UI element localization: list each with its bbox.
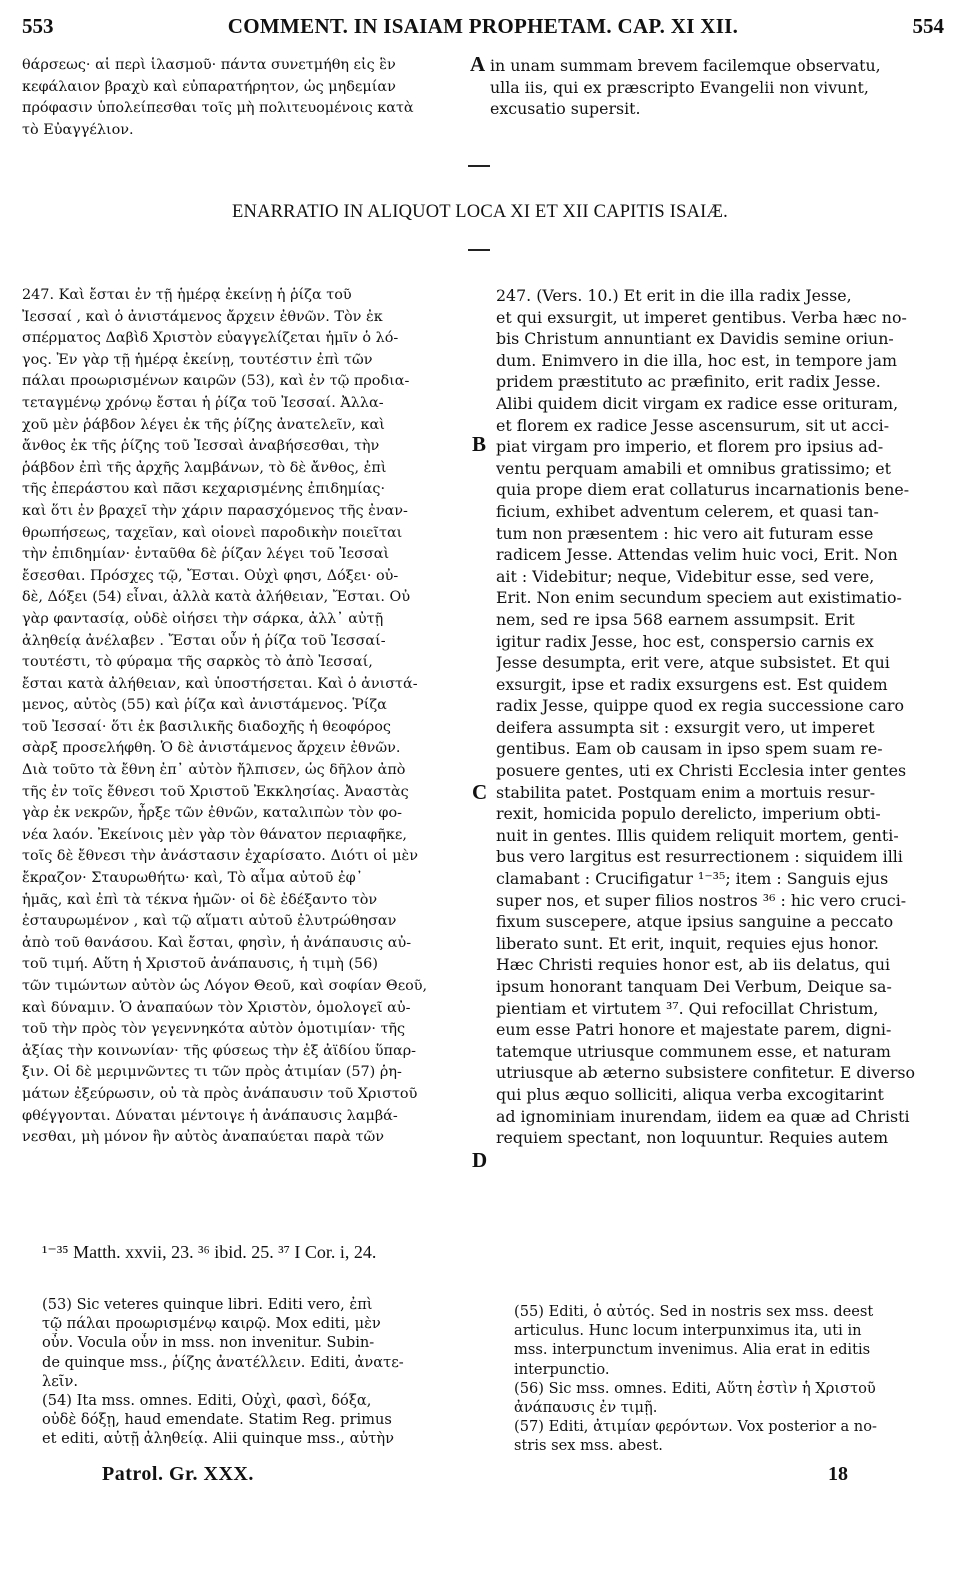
footnote-line: (55) Editi, ὁ αὐτός. Sed in nostris sex mss. deest	[514, 1303, 874, 1320]
footnotes-right	[514, 1302, 946, 1456]
latin-line: super nos, et super filios nostros ³⁶ : hic vero cruci-	[496, 890, 907, 910]
running-title: COMMENT. IN ISAIAM PROPHETAM. CAP. XI XII.	[227, 14, 739, 38]
latin-line: qui plus æquo solliciti, aliqua verba excogitarint	[496, 1084, 884, 1104]
latin-line: ficium, exhibet adventum celerem, et quasi tan-	[496, 501, 879, 521]
top-latin-column	[490, 55, 940, 120]
footnote-line: ἀνάπαυσις ἐν τιμῇ.	[514, 1398, 658, 1416]
footnote-line: stris sex mss. abest.	[514, 1437, 663, 1455]
footnote-line: λεῖν.	[42, 1372, 79, 1390]
latin-line: Erit. Non enim secundum speciem aut existimatio-	[496, 588, 902, 608]
scripture-references: ¹⁻³⁵ Matth. xxvii, 23. ³⁶ ibid. 25. ³⁷ I Cor. i, 24.	[42, 1242, 377, 1262]
latin-line: bis Christum annuntiant ex Davidis semine oriun-	[496, 329, 894, 349]
latin-line: ipsum honorant tanquam Dei Verbum, Deique sa-	[496, 977, 892, 996]
top-greek-column	[22, 55, 468, 141]
greek-line: τοῖς δὲ ἔθνεσι τὴν ἀνάστασιν ἐχαρίσατο. Διότι οἱ μὲν	[22, 848, 419, 865]
margin-marker-d: D	[472, 1148, 488, 1172]
greek-line: χοῦ μὲν ῥάβδον λέγει ἐκ τῆς ῥίζης ἀνατελεῖν, καὶ	[22, 416, 385, 433]
greek-line: ἐσταυρωμένον , καὶ τῷ αἵματι αὐτοῦ ἐλυτρώθησαν	[22, 913, 397, 930]
greek-line: ἔσται κατὰ ἀλήθειαν, καὶ ὑποστήσεται. Καὶ ὁ ἀνιστά-	[22, 675, 418, 692]
latin-line: Alibi quidem dicit virgam ex radice esse orituram,	[496, 393, 899, 413]
greek-line: ξιν. Οἱ δὲ μεριμνῶντες τι τῶν πρὸς ἀτιμίαν (57) ῥη-	[22, 1064, 402, 1081]
latin-line: Hæc Christi requies honor est, ab iis delatus, qui	[496, 955, 891, 975]
greek-line: ἀληθείᾳ ἀνέλαβεν . Ἔσται οὖν ἡ ῥίζα τοῦ Ἰεσσαί-	[22, 632, 386, 649]
latin-line: exsurgit, ipse et radix exsurgens est. Est quidem	[496, 674, 888, 694]
latin-line: et qui exsurgit, ut imperet gentibus. Verba hæc no-	[496, 307, 907, 327]
footnote-line: οὐδὲ δόξῃ, haud emendate. Statim Reg. primus	[42, 1411, 392, 1429]
greek-line: τοῦ τὴν πρὸς τὸν γεγεννηκότα αὐτὸν ὁμοτιμίαν· τῆς	[22, 1021, 406, 1038]
latin-line: et florem ex radice Jesse ascensurum, sit ut acci-	[496, 415, 890, 435]
greek-line: ἔκραζον· Σταυρωθήτω· καὶ, Τὸ αἷμα αὐτοῦ ἐφ᾽	[22, 870, 363, 887]
latin-line: bus vero largitus est resurrectionem : siquidem illi	[496, 847, 903, 867]
footnotes-left	[42, 1295, 472, 1449]
latin-line: rexit, homicida populo derelicto, imperium obti-	[496, 804, 881, 824]
latin-line: pientiam et virtutem ³⁷. Qui refocillat Christum,	[496, 998, 879, 1018]
greek-line: μενος, αὐτὸς (55) καὶ ῥίζα καὶ ἀνιστάμενος. Ῥίζα	[22, 697, 387, 714]
page-number-right: 554	[912, 14, 944, 38]
footnote-line: articulus. Hunc locum interpunximus ita, uti in	[514, 1322, 862, 1340]
latin-line: ait : Videbitur; neque, Videbitur esse, sed vere,	[496, 566, 875, 586]
greek-line: τοῦ τιμή. Αὕτη ἡ Χριστοῦ ἀνάπαυσις, ἡ τιμὴ (56)	[22, 956, 378, 973]
footnote-line: οὖν. Vocula οὖν in mss. non invenitur. Subin-	[42, 1334, 375, 1352]
greek-text-column	[22, 285, 470, 1149]
greek-line: πάλαι προωρισμένων καιρῶν (53), καὶ ἐν τῷ προδια-	[22, 373, 410, 390]
page-number-left: 553	[22, 14, 54, 38]
latin-line: dum. Enimvero in die illa, hoc est, in tempore jam	[496, 350, 897, 370]
greek-line: τῆς ἐν τοῖς ἔθνεσι τοῦ Χριστοῦ Ἐκκλησίας. Ἀναστὰς	[22, 783, 409, 800]
greek-line: Διὰ τοῦτο τὰ ἔθνη ἐπ᾽ αὐτὸν ἤλπισεν, ὡς δῆλον ἀπὸ	[22, 762, 406, 779]
margin-marker-a: A	[470, 52, 486, 76]
latin-line: posuere gentes, uti ex Christi Ecclesia inter gentes	[496, 761, 907, 781]
footnote-line: interpunctio.	[514, 1360, 610, 1378]
footnote-line: (56) Sic mss. omnes. Editi, Αὕτη ἐστὶν ἡ Χριστοῦ	[514, 1379, 876, 1397]
running-head	[22, 14, 944, 44]
greek-line: ἀπὸ τοῦ θανάσου. Καὶ ἔσται, φησὶν, ἡ ἀνάπαυσις αὐ-	[22, 934, 412, 951]
latin-line: utriusque ab æterno subsistere confitetur. E diverso	[496, 1063, 915, 1083]
footnote-line: (54) Ita mss. omnes. Editi, Οὐχὶ, φασὶ, δόξα,	[42, 1391, 372, 1409]
text-line: excusatio supersit.	[490, 99, 641, 119]
greek-line: ῥάβδον ἐπὶ τῆς ἀρχῆς λαμβάνων, τὸ δὲ ἄνθος, ἐπὶ	[22, 459, 387, 476]
greek-line: φθέγγονται. Δύναται μέντοιγε ἡ ἀνάπαυσις λαμβά-	[22, 1107, 398, 1124]
greek-line: ἡμᾶς, καὶ ἐπὶ τὰ τέκνα ἡμῶν· οἱ δὲ ἐδέξαντο τὸν	[22, 891, 378, 908]
margin-marker-c: C	[472, 780, 488, 804]
footer-signature: 18	[828, 1463, 848, 1485]
latin-line: gentibus. Eam ob causam in ipso spem suam re-	[496, 739, 883, 759]
margin-marker-b: B	[472, 432, 487, 456]
greek-line: καὶ δύναμιν. Ὁ ἀναπαύων τὸν Χριστὸν, ὁμολογεῖ αὐ-	[22, 999, 411, 1016]
divider-rule	[468, 249, 490, 251]
footer-volume: Patrol. Gr. XXX.	[102, 1463, 254, 1485]
greek-line: τεταγμένῳ χρόνῳ ἔσται ἡ ῥίζα τοῦ Ἰεσσαί. Ἀλλα-	[22, 394, 384, 411]
footnote-line: mss. interpunctum invenimus. Alia erat in editis	[514, 1341, 871, 1359]
text-line: κεφάλαιον βραχὺ καὶ εὐπαρατήρητον, ὡς μηδεμίαν	[22, 78, 396, 95]
greek-line: τῆς ἐπεράστου καὶ πᾶσι κεχαρισμένης ἐπιδημίας·	[22, 481, 386, 498]
footnote-line: (53) Sic veteres quinque libri. Editi vero, ἐπὶ	[42, 1296, 373, 1313]
greek-line: καὶ ὅτι ἐν βραχεῖ τὴν χάριν παρασχόμενος τῆς ἐναν-	[22, 502, 408, 519]
latin-line: stabilita patet. Postquam enim a mortuis resur-	[496, 782, 876, 802]
text-line: τὸ Εὐαγγέλιον.	[22, 121, 134, 138]
footnote-line: (57) Editi, ἀτιμίαν φερόντων. Vox posterior a no-	[514, 1418, 877, 1436]
latin-line: piat virgam pro imperio, et florem pro ipsius ad-	[496, 437, 884, 457]
latin-line: fixum suscepere, atque ipsius sanguine a peccato	[496, 912, 894, 932]
divider-rule	[468, 165, 490, 167]
greek-line: γὰρ ἐκ νεκρῶν, ἦρξε τῶν ἐθνῶν, καταλιπὼν τὸν φο-	[22, 805, 402, 822]
latin-line: quia prope diem erat collaturus incarnationis bene-	[496, 480, 910, 500]
footnote-line: et editi, αὐτῇ ἀληθείᾳ. Alii quinque mss., αὐτὴν	[42, 1430, 394, 1448]
greek-line: νέα λαόν. Ἐκείνοις μὲν γὰρ τὸν θάνατον περιαφῆκε,	[22, 826, 407, 843]
greek-line: γος. Ἐν γὰρ τῇ ἡμέρᾳ ἐκείνῃ, τουτέστιν ἐπὶ τῶν	[22, 351, 373, 368]
text-line: in unam summam brevem facilemque observatu,	[490, 56, 881, 75]
latin-line: ventu perquam amabili et omnibus gratissimo; et	[496, 458, 891, 478]
greek-line: Ἰεσσαί , καὶ ὁ ἀνιστάμενος ἄρχειν ἐθνῶν. Τὸν ἐκ	[22, 308, 383, 325]
latin-line: nem, sed re ipsa 568 earnem assumpsit. Erit	[496, 609, 855, 629]
greek-line: δὲ, Δόξει (54) εἶναι, ἀλλὰ κατὰ ἀλήθειαν, Ἔσται. Οὐ	[22, 589, 411, 606]
latin-line: clamabant : Crucifigatur ¹⁻³⁵; item : Sanguis ejus	[496, 869, 889, 889]
greek-line: ἀξίας τὴν κοινωνίαν· τῆς φύσεως τὴν ἐξ ἀϊδίου ὕπαρ-	[22, 1042, 417, 1059]
latin-text-column	[496, 285, 944, 1149]
greek-line: ἄνθος ἐκ τῆς ῥίζης τοῦ Ἰεσσαὶ ἀναβήσεσθαι, τὴν	[22, 438, 380, 455]
greek-line: τουτέστι, τὸ φύραμα τῆς σαρκὸς τὸ ἀπὸ Ἰεσσαί,	[22, 654, 373, 671]
greek-line: μάτων ἐξεύρωσιν, οὐ τὰ πρὸς ἀνάπαυσιν τοῦ Χριστοῦ	[22, 1085, 418, 1102]
latin-line: ad ignominiam inurendam, iidem ea quæ ad Christi	[496, 1106, 910, 1126]
text-line: πρόφασιν ὑπολείπεσθαι τοῖς μὴ πολιτευομένοις κατὰ	[22, 100, 414, 117]
latin-line: radix Jesse, quippe quod ex regia successione caro	[496, 696, 904, 716]
greek-line: 247. Καὶ ἔσται ἐν τῇ ἡμέρᾳ ἐκείνῃ ἡ ῥίζα τοῦ	[22, 287, 352, 303]
greek-line: τὴν ἐπιδημίαν· ἐνταῦθα δὲ ῥίζαν λέγει τοῦ Ἰεσσαὶ	[22, 546, 390, 563]
greek-line: θρωπήσεως, ταχεῖαν, καὶ οἱονεὶ παροδικὴν ποιεῖται	[22, 524, 403, 541]
greek-line: σπέρματος Δαβὶδ Χριστὸν εὐαγγελίζεται ἡμῖν ὁ λό-	[22, 330, 399, 347]
greek-line: σὰρξ προσελήφθη. Ὁ δὲ ἀνιστάμενος ἄρχειν ἐθνῶν.	[22, 740, 401, 757]
footnote-line: τῷ πάλαι προωρισμένῳ καιρῷ. Mox editi, μὲν	[42, 1315, 381, 1333]
greek-line: γὰρ φαντασίᾳ, οὐδὲ οἰήσει τὴν σάρκα, ἀλλ᾽ αὐτῇ	[22, 610, 384, 627]
latin-line: Jesse desumpta, erit vere, atque subsistet. Et qui	[496, 653, 890, 673]
greek-line: τοῦ Ἰεσσαί· ὅτι ἐκ βασιλικῆς διαδοχῆς ἡ θεοφόρος	[22, 718, 391, 735]
footnote-line: de quinque mss., ῥίζης ἀνατέλλειν. Editi, ἀνατε-	[42, 1353, 404, 1371]
latin-line: eum esse Patri honore et majestate parem, digni-	[496, 1020, 892, 1040]
section-title: ENARRATIO IN ALIQUOT LOCA XI ET XII CAPITIS ISAIÆ.	[232, 202, 728, 222]
latin-line: requiem spectant, non loquuntur. Requies autem	[496, 1128, 889, 1148]
text-line: ulla iis, qui ex præscripto Evangelii non vivunt,	[490, 77, 869, 97]
latin-line: liberato sunt. Et erit, inquit, requies ejus honor.	[496, 933, 879, 953]
latin-line: radicem Jesse. Attendas velim huic voci, Erit. Non	[496, 545, 898, 565]
greek-line: ἔσεσθαι. Πρόσχες τῷ, Ἔσται. Οὐχὶ φησι, Δόξει· οὐ-	[22, 567, 399, 584]
latin-line: tum non præsentem : hic vero ait futuram esse	[496, 523, 874, 543]
latin-line: 247. (Vers. 10.) Et erit in die illa radix Jesse,	[496, 286, 852, 305]
latin-line: tatemque utriusque communem esse, et naturam	[496, 1041, 891, 1061]
text-line: θάρσεως· αἱ περὶ ἱλασμοῦ· πάντα συνετμήθη εἰς ἓν	[22, 57, 396, 73]
greek-line: τῶν τιμώντων αὐτὸν ὡς Λόγον Θεοῦ, καὶ σοφίαν Θεοῦ,	[22, 978, 428, 994]
latin-line: igitur radix Jesse, hoc est, conspersio carnis ex	[496, 631, 874, 651]
latin-line: deifera assumpta sit : exsurgit vero, ut imperet	[496, 717, 875, 737]
latin-line: pridem præstituto ac præfinito, erit radix Jesse.	[496, 372, 881, 392]
greek-line: νεσθαι, μὴ μόνον ἣν αὐτὸς ἀναπαύεται παρὰ τῶν	[22, 1129, 385, 1146]
latin-line: nuit in gentes. Illis quidem reliquit mortem, genti-	[496, 825, 899, 845]
